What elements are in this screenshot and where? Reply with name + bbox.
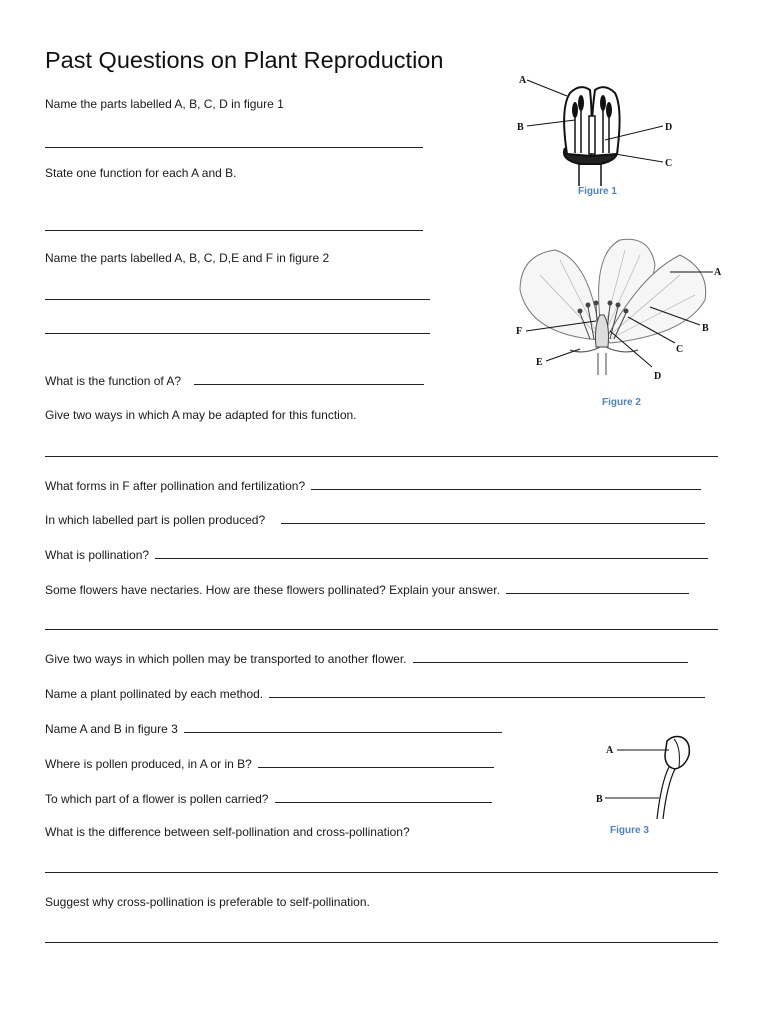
figure-2-caption: Figure 2 bbox=[602, 397, 641, 408]
answer-blank[interactable] bbox=[269, 686, 705, 698]
question-4 bbox=[45, 373, 424, 388]
figure-1-label-c: C bbox=[665, 158, 673, 169]
figure-3-label-b: B bbox=[596, 794, 603, 805]
question-15: What is the difference between self-pollination and cross-pollination? bbox=[45, 825, 410, 839]
answer-blank[interactable] bbox=[311, 478, 701, 490]
figure-2-label-d: D bbox=[654, 371, 662, 382]
question-14 bbox=[45, 791, 492, 806]
question-8 bbox=[45, 547, 708, 562]
question-2: State one function for each A and B. bbox=[45, 166, 237, 180]
page-title: Past Questions on Plant Reproduction bbox=[45, 47, 444, 73]
question-9-text: Some flowers have nectaries. How are these flowers pollinated? Explain your answer. bbox=[45, 583, 500, 597]
answer-line[interactable] bbox=[45, 872, 718, 873]
question-14-text: To which part of a flower is pollen carried? bbox=[45, 792, 269, 806]
question-13-text: Where is pollen produced, in A or in B? bbox=[45, 757, 252, 771]
question-6 bbox=[45, 478, 701, 493]
question-12-text: Name A and B in figure 3 bbox=[45, 722, 178, 736]
question-7 bbox=[45, 512, 705, 527]
question-4-text: What is the function of A? bbox=[45, 374, 182, 388]
figure-2-label-f: F bbox=[516, 326, 523, 337]
answer-line[interactable] bbox=[45, 299, 430, 300]
answer-blank[interactable] bbox=[258, 756, 494, 768]
answer-blank[interactable] bbox=[275, 791, 492, 803]
figure-3-stamen-diagram bbox=[595, 733, 735, 823]
question-11 bbox=[45, 686, 705, 701]
question-8-text: What is pollination? bbox=[45, 548, 150, 562]
figure-2-label-b: B bbox=[702, 323, 709, 334]
question-12 bbox=[45, 721, 502, 736]
question-6-text: What forms in F after pollination and fertilization? bbox=[45, 479, 306, 493]
answer-line[interactable] bbox=[45, 147, 423, 148]
question-10 bbox=[45, 651, 688, 666]
figure-2-flower-diagram bbox=[510, 235, 730, 385]
answer-line[interactable] bbox=[45, 942, 718, 943]
question-10-text: Give two ways in which pollen may be transported to another flower. bbox=[45, 652, 407, 666]
question-3: Name the parts labelled A, B, C, D,E and F in figure 2 bbox=[45, 251, 330, 265]
question-1: Name the parts labelled A, B, C, D in figure 1 bbox=[45, 97, 284, 111]
answer-blank[interactable] bbox=[184, 721, 502, 733]
question-11-text: Name a plant pollinated by each method. bbox=[45, 687, 264, 701]
answer-line[interactable] bbox=[45, 230, 423, 231]
figure-1-flower-diagram bbox=[505, 68, 695, 188]
answer-blank[interactable] bbox=[155, 547, 708, 559]
question-5: Give two ways in which A may be adapted for this function. bbox=[45, 408, 357, 422]
answer-line[interactable] bbox=[45, 333, 430, 334]
figure-2-label-e: E bbox=[536, 357, 543, 368]
answer-blank[interactable] bbox=[413, 651, 688, 663]
answer-blank[interactable] bbox=[281, 512, 705, 524]
question-16: Suggest why cross-pollination is preferable to self-pollination. bbox=[45, 895, 370, 909]
answer-line[interactable] bbox=[45, 629, 718, 630]
answer-blank[interactable] bbox=[506, 582, 689, 594]
figure-1-label-d: D bbox=[665, 122, 673, 133]
figure-2-label-a: A bbox=[714, 267, 722, 278]
question-13 bbox=[45, 756, 494, 771]
question-7-text: In which labelled part is pollen produced? bbox=[45, 513, 266, 527]
figure-1-label-b: B bbox=[517, 122, 524, 133]
figure-3-caption: Figure 3 bbox=[610, 825, 649, 836]
figure-1-caption: Figure 1 bbox=[578, 186, 617, 197]
figure-2-label-c: C bbox=[676, 344, 684, 355]
answer-line[interactable] bbox=[45, 456, 718, 457]
figure-3-label-a: A bbox=[606, 745, 614, 756]
figure-1-label-a: A bbox=[519, 75, 527, 86]
answer-blank[interactable] bbox=[194, 373, 424, 385]
question-9 bbox=[45, 582, 689, 597]
